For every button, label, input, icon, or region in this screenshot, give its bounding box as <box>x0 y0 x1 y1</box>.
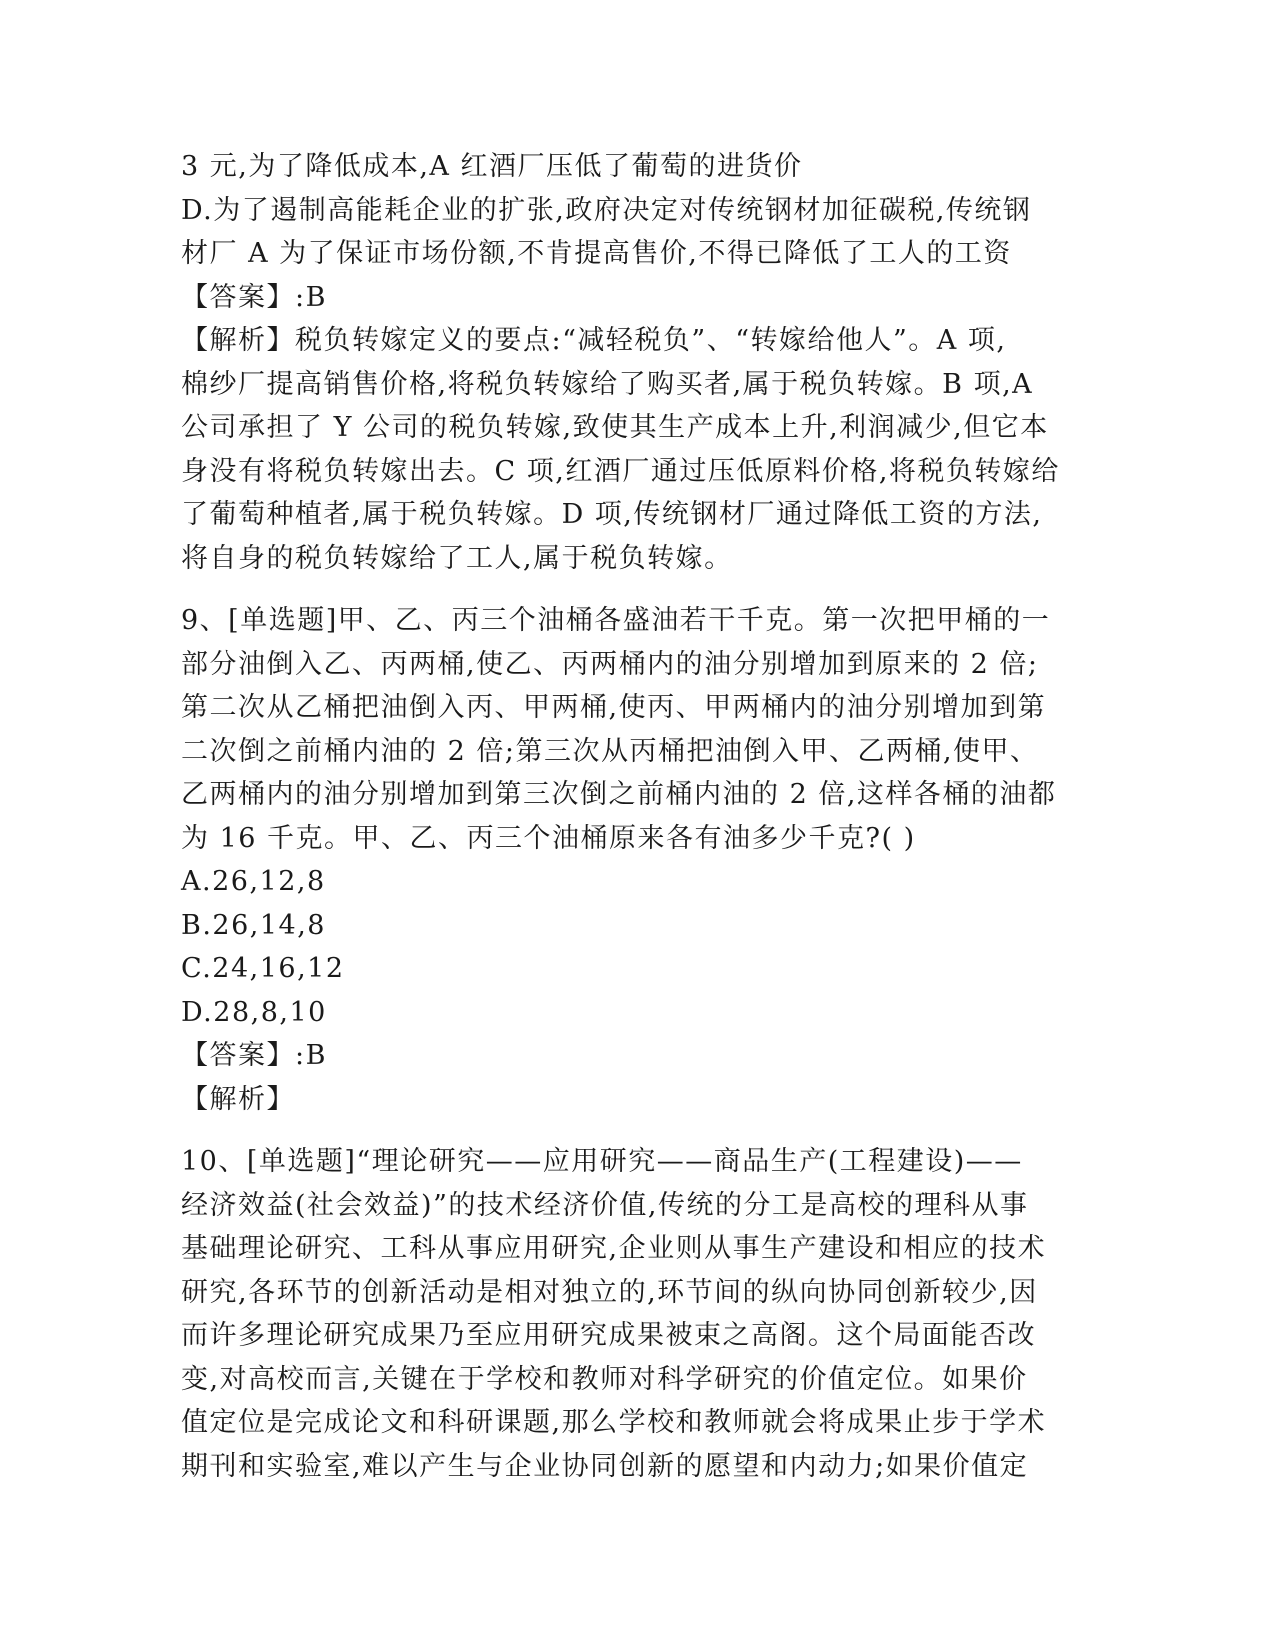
analysis-line-3: 公司承担了 Y 公司的税负转嫁,致使其生产成本上升,利润减少,但它本 <box>181 412 1049 443</box>
q10-stem-line-6: 变,对高校而言,关键在于学校和教师对科学研究的价值定位。如果价 <box>181 1363 1028 1395</box>
option-c-tail: 3 元,为了降低成本,A 红酒厂压低了葡萄的进货价 <box>181 151 803 182</box>
q10-stem-line-1: 10、[单选题]“理论研究——应用研究——商品生产(工程建设)—— <box>181 1146 1023 1177</box>
q9-stem-line-4: 二次倒之前桶内油的 2 倍;第三次从丙桶把油倒入甲、乙两桶,使甲、 <box>181 735 1039 767</box>
q10-stem-line-2: 经济效益(社会效益)”的技术经济价值,传统的分工是高校的理科从事 <box>181 1189 1029 1221</box>
analysis-line-2: 棉纱厂提高销售价格,将税负转嫁给了购买者,属于税负转嫁。B 项,A <box>181 368 1034 400</box>
q10-stem-line-5: 而许多理论研究成果乃至应用研究成果被束之高阁。这个局面能否改 <box>181 1320 1036 1351</box>
q9-option-a: A.26,12,8 <box>181 866 326 897</box>
analysis-line-1: 【解析】税负转嫁定义的要点:“减轻税负”、“转嫁给他人”。A 项, <box>181 325 1007 356</box>
q9-option-d: D.28,8,10 <box>181 996 327 1028</box>
document-page <box>181 145 1081 1488</box>
q9-stem-line-5: 乙两桶内的油分别增加到第三次倒之前桶内油的 2 倍,这样各桶的油都 <box>181 779 1057 810</box>
q9-stem-line-1: 9、[单选题]甲、乙、丙三个油桶各盛油若干千克。第一次把甲桶的一 <box>181 605 1051 636</box>
q10-stem-line-3: 基础理论研究、工科从事应用研究,企业则从事生产建设和相应的技术 <box>181 1233 1047 1264</box>
option-d-line-2: 材厂 A 为了保证市场份额,不肯提高售价,不得已降低了工人的工资 <box>181 238 1012 269</box>
analysis-line-4: 身没有将税负转嫁出去。C 项,红酒厂通过压低原料价格,将税负转嫁给 <box>181 455 1060 487</box>
q10-stem-line-7: 值定位是完成论文和科研课题,那么学校和教师就会将成果止步于学术 <box>181 1407 1047 1438</box>
q10-stem-line-8: 期刊和实验室,难以产生与企业协同创新的愿望和内动力;如果价值定 <box>181 1450 1029 1482</box>
q9-analysis-label: 【解析】 <box>181 1083 295 1115</box>
option-d-line-1: D.为了遏制高能耗企业的扩张,政府决定对传统钢材加征碳税,传统钢 <box>181 194 1032 226</box>
q9-stem-line-3: 第二次从乙桶把油倒入丙、甲两桶,使丙、甲两桶内的油分别增加到第 <box>181 692 1047 723</box>
q9-stem-line-2: 部分油倒入乙、丙两桶,使乙、丙两桶内的油分别增加到原来的 2 倍; <box>181 648 1039 680</box>
q9-option-b: B.26,14,8 <box>181 909 326 941</box>
answer-label: 【答案】:B <box>181 281 327 313</box>
q9-option-c: C.24,16,12 <box>181 953 345 984</box>
paragraph-gap <box>181 1121 1081 1140</box>
analysis-line-5: 了葡萄种植者,属于税负转嫁。D 项,传统钢材厂通过降低工资的方法, <box>181 499 1043 530</box>
q9-answer-label: 【答案】:B <box>181 1040 327 1071</box>
q10-stem-line-4: 研究,各环节的创新活动是相对独立的,环节间的纵向协同创新较少,因 <box>181 1276 1038 1308</box>
paragraph-gap <box>181 580 1081 599</box>
analysis-line-6: 将自身的税负转嫁给了工人,属于税负转嫁。 <box>181 542 733 574</box>
q9-stem-line-6: 为 16 千克。甲、乙、丙三个油桶原来各有油多少千克?( ) <box>181 822 916 854</box>
